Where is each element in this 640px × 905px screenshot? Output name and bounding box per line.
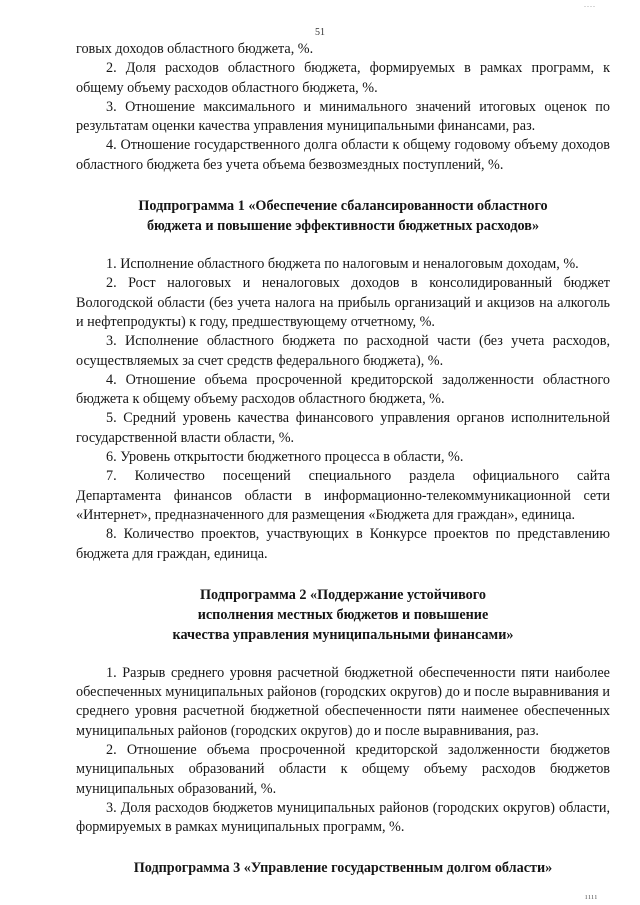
subprogram-3-heading-line1: Подпрограмма 3 «Управление государственным долгом области» (133, 859, 553, 876)
subprogram-1-item-7: 7. Количество посещений специального раздела официального сайта Департамента финансов области в информационно-телекоммуникационной сети «Интернет», предназначенного для размещения «Бюджета для граждан», единица. (76, 468, 610, 523)
scan-footer-mark: ıııı (585, 892, 598, 901)
intro-item-3: 3. Отношение максимального и минимального значений итоговых оценок по результатам оценки качества управления муниципальными финансами, раз. (76, 98, 610, 135)
subprogram-1-item-5: 5. Средний уровень качества финансового управления органов исполнительной государственной власти области, %. (76, 410, 610, 446)
scan-corner-mark: .... (584, 0, 596, 9)
subprogram-2-heading-line3: качества управления муниципальными финансами» (172, 626, 514, 643)
subprogram-1-heading (76, 196, 610, 236)
subprogram-1-item-8: 8. Количество проектов, участвующих в Конкурсе проектов по представлению бюджета для граждан, единица. (76, 526, 610, 562)
page-number: 51 (315, 27, 325, 38)
intro-item-2: 2. Доля расходов областного бюджета, формируемых в рамках программ, к общему объему расходов областного бюджета, %. (76, 60, 610, 96)
subprogram-3-heading (76, 858, 610, 878)
subprogram-1-heading-line1: Подпрограмма 1 «Обеспечение сбалансированности областного (138, 198, 548, 215)
subprogram-1-item-1: 1. Исполнение областного бюджета по налоговым и неналоговым доходам, %. (106, 256, 579, 273)
subprogram-1-item-6: 6. Уровень открытости бюджетного процесса в области, %. (106, 449, 464, 466)
subprogram-1-item-4: 4. Отношение объема просроченной кредиторской задолженности областного бюджета к общему объему расходов областного бюджета, %. (76, 371, 610, 408)
subprogram-2-item-1: 1. Разрыв среднего уровня расчетной бюджетной обеспеченности пяти наиболее обеспеченных муниципальных районов (городских округов) до и после выравнивания и среднего уровня расчетной бюджетной обеспеченности пяти наименее обеспеченных муниципальных районов (городских округов) до и после выравнивания, раз. (76, 664, 610, 739)
subprogram-1-item-3: 3. Исполнение областного бюджета по расходной части (без учета расходов, осуществляемых за счет средств федерального бюджета), %. (76, 333, 610, 369)
intro-continuation: говых доходов областного бюджета, %. (76, 41, 314, 57)
subprogram-2-item-2: 2. Отношение объема просроченной кредиторской задолженности бюджетов муниципальных образований области к общему объему расходов бюджетов муниципальных образований, %. (76, 742, 610, 797)
document-body (76, 40, 610, 878)
intro-item-4: 4. Отношение государственного долга области к общему годовому объему доходов областного бюджета без учета объема безвозмездных поступлений, %. (76, 137, 610, 173)
subprogram-2-heading-line2: исполнения местных бюджетов и повышение (197, 606, 489, 623)
subprogram-2-heading (76, 585, 610, 645)
subprogram-2-item-3: 3. Доля расходов бюджетов муниципальных районов (городских округов) области, формируемых в рамках муниципальных программ, %. (76, 799, 610, 836)
subprogram-2-heading-line1: Подпрограмма 2 «Поддержание устойчивого (200, 586, 486, 603)
subprogram-1-item-2: 2. Рост налоговых и неналоговых доходов в консолидированный бюджет Вологодской области (без учета налога на прибыль организаций и акцизов на алкоголь и нефтепродукты) к году, предшествующему отчетному, %. (76, 275, 610, 330)
subprogram-1-heading-line2: бюджета и повышение эффективности бюджетных расходов» (146, 218, 540, 235)
